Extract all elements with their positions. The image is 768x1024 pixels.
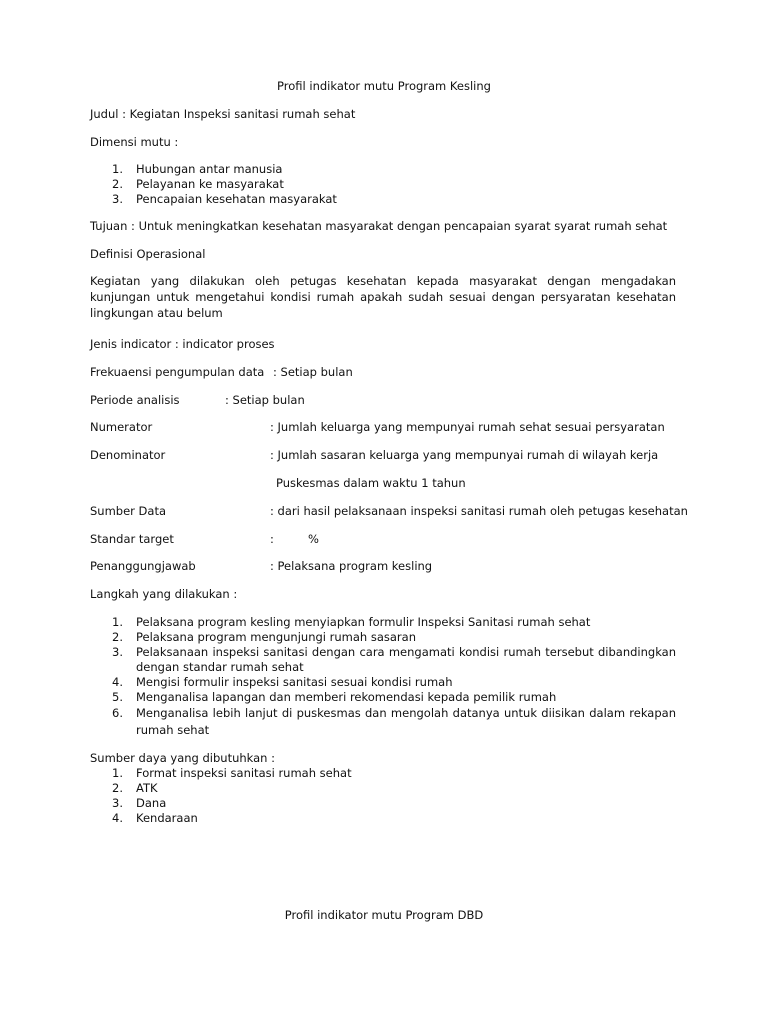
tujuan-line: Tujuan : Untuk meningkatkan kesehatan masyarakat dengan pencapaian syarat syarat rumah sehat — [90, 219, 668, 233]
numerator-value: : Jumlah keluarga yang mempunyai rumah sehat sesuai persyaratan — [270, 420, 665, 434]
list-item: 3. Pencapaian kesehatan masyarakat — [112, 192, 337, 206]
periode-value: : Setiap bulan — [225, 393, 305, 407]
standar-target-label: Standar target — [90, 532, 174, 546]
list-item: 1. Hubungan antar manusia — [112, 162, 283, 176]
list-item: 3. Pelaksanaan inspeksi sanitasi dengan cara mengamati kondisi rumah tersebut dibandingkan dengan standar rumah sehat — [112, 645, 676, 674]
frekuensi-label: Frekuaensi pengumpulan data — [90, 365, 265, 379]
dimensi-label: Dimensi mutu : — [90, 135, 179, 149]
standar-target-colon: : — [270, 532, 274, 546]
list-item: 5. Menganalisa lapangan dan memberi rekomendasi kepada pemilik rumah — [112, 690, 557, 704]
numerator-label: Numerator — [90, 420, 153, 434]
sumber-data-label: Sumber Data — [90, 504, 167, 518]
list-item: 6. Menganalisa lebih lanjut di puskesmas dan mengolah datanya untuk diisikan dalam rekapan rumah sehat — [112, 706, 676, 737]
denominator-continuation: Puskesmas dalam waktu 1 tahun — [276, 476, 466, 490]
list-item: 1. Format inspeksi sanitasi rumah sehat — [112, 766, 352, 780]
list-item: 3. Dana — [112, 796, 167, 810]
frekuensi-value: : Setiap bulan — [273, 365, 353, 379]
definisi-label: Definisi Operasional — [90, 247, 206, 261]
denominator-value: : Jumlah sasaran keluarga yang mempunyai rumah di wilayah kerja — [270, 448, 659, 462]
list-item: 4. Kendaraan — [112, 811, 198, 825]
sumberdaya-list — [112, 766, 676, 826]
list-item: 2. ATK — [112, 781, 158, 795]
penanggungjawab-value: : Pelaksana program kesling — [270, 559, 433, 573]
langkah-label: Langkah yang dilakukan : — [90, 587, 238, 601]
periode-label: Periode analisis — [90, 393, 180, 407]
list-item: 2. Pelayanan ke masyarakat — [112, 177, 284, 191]
langkah-list — [112, 615, 676, 739]
sumber-data-value: : dari hasil pelaksanaan inspeksi sanitasi rumah oleh petugas kesehatan — [270, 504, 688, 518]
sumberdaya-label: Sumber daya yang dibutuhkan : — [90, 751, 275, 765]
penanggungjawab-label: Penanggungjawab — [90, 559, 196, 573]
judul-line: Judul : Kegiatan Inspeksi sanitasi rumah sehat — [90, 107, 356, 121]
document-title: Profil indikator mutu Program Kesling — [277, 79, 491, 93]
standar-target-value: % — [308, 532, 319, 546]
dimensi-list — [112, 162, 676, 207]
list-item: 1. Pelaksana program kesling menyiapkan formulir Inspeksi Sanitasi rumah sehat — [112, 615, 591, 629]
section-title-dbd: Profil indikator mutu Program DBD — [284, 908, 484, 922]
list-item: 4. Mengisi formulir inspeksi sanitasi sesuai kondisi rumah — [112, 675, 453, 689]
list-item: 2. Pelaksana program mengunjungi rumah sasaran — [112, 630, 416, 644]
jenis-line: Jenis indicator : indicator proses — [90, 337, 275, 351]
definisi-paragraph: Kegiatan yang dilakukan oleh petugas kesehatan kepada masyarakat dengan mengadakan kunjungan untuk mengetahui kondisi rumah apakah sudah sesuai dengan persyaratan kesehatan lingkungan atau belum — [90, 274, 676, 320]
denominator-label: Denominator — [90, 448, 166, 462]
